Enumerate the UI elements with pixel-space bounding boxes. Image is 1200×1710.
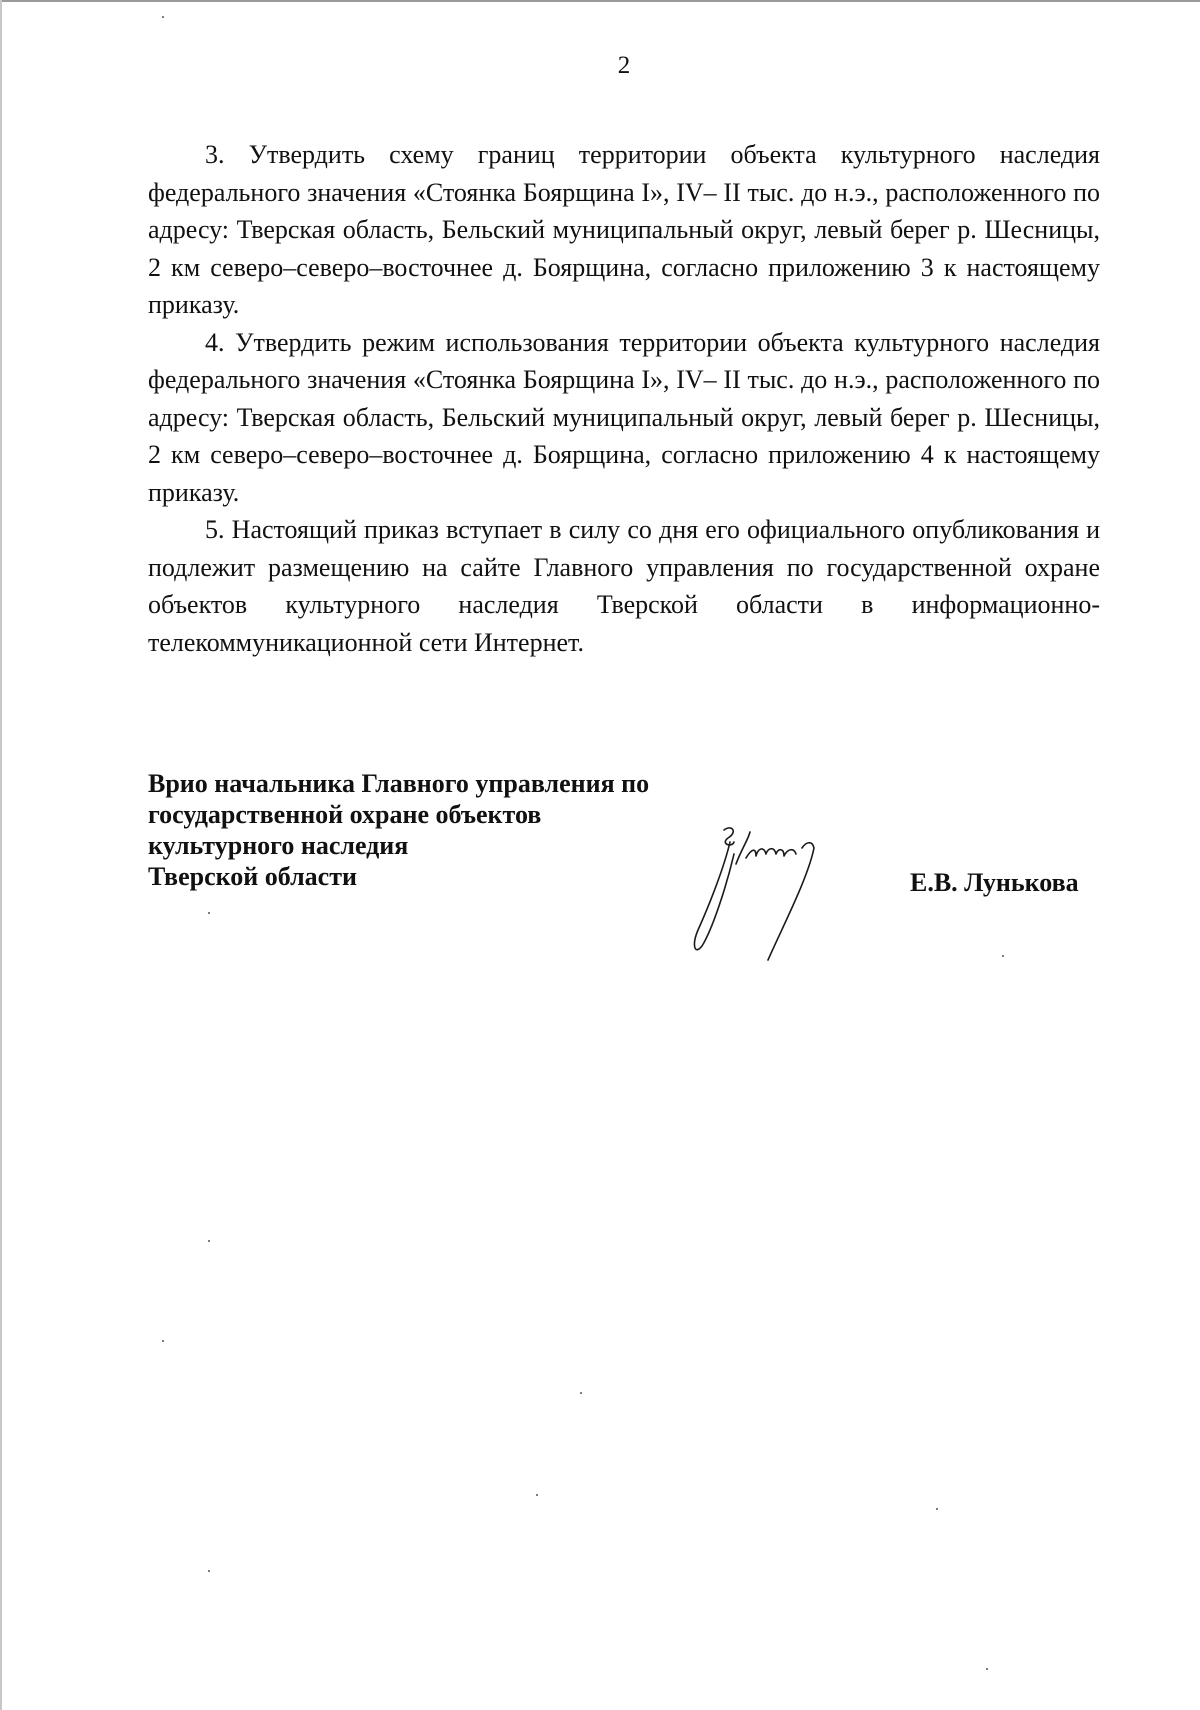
document-body [148,136,1100,661]
scan-edge-left [0,0,2,1710]
scan-speck [162,1340,164,1342]
scan-speck [208,1240,210,1242]
scan-speck [936,1508,938,1510]
scan-speck [162,16,164,18]
signatory-position-line: Врио начальника Главного управления по [148,769,650,798]
scan-speck [536,1494,538,1496]
scan-speck [986,1668,988,1670]
signatory-name: Е.В. Лунькова [910,868,1079,897]
paragraph-item-4: 4. Утвердить режим использования территории объекта культурного наследия федерального значения «Стоянка Боярщина I», IV– II тыс. до н.э., расположенного по адресу: Тверская область, Бельский муниципальный округ, левый берег р. Шесницы, 2 км северо–северо–восточнее д. Боярщина, согласно приложению 4 к настоящему приказу. [148,327,1100,507]
scan-speck [208,912,210,914]
paragraph-item-3: 3. Утвердить схему границ территории объекта культурного наследия федерального значения «Стоянка Боярщина I», IV– II тыс. до н.э., расположенного по адресу: Тверская область, Бельский муниципальный округ, левый берег р. Шесницы, 2 км северо–северо–восточнее д. Боярщина, согласно приложению 3 к настоящему приказу. [148,140,1100,319]
scan-speck [1002,955,1004,957]
scan-speck [208,1570,210,1572]
scan-speck [580,1392,582,1394]
signatory-position-line: государственной охране объектов [148,800,542,829]
scan-edge-top [0,0,1200,2]
signatory-position [148,768,649,892]
signatory-position-line: Тверской области [148,862,357,891]
signatory-position-line: культурного наследия [148,831,409,860]
paragraph-item-5: 5. Настоящий приказ вступает в силу со дня его официального опубликования и подлежит размещению на сайте Главного управления по государственной охране объектов культурного наследия Тверской области в информационно-телекоммуникационной сети Интернет. [148,515,1100,657]
page-number: 2 [617,52,631,79]
handwritten-signature [672,818,872,968]
